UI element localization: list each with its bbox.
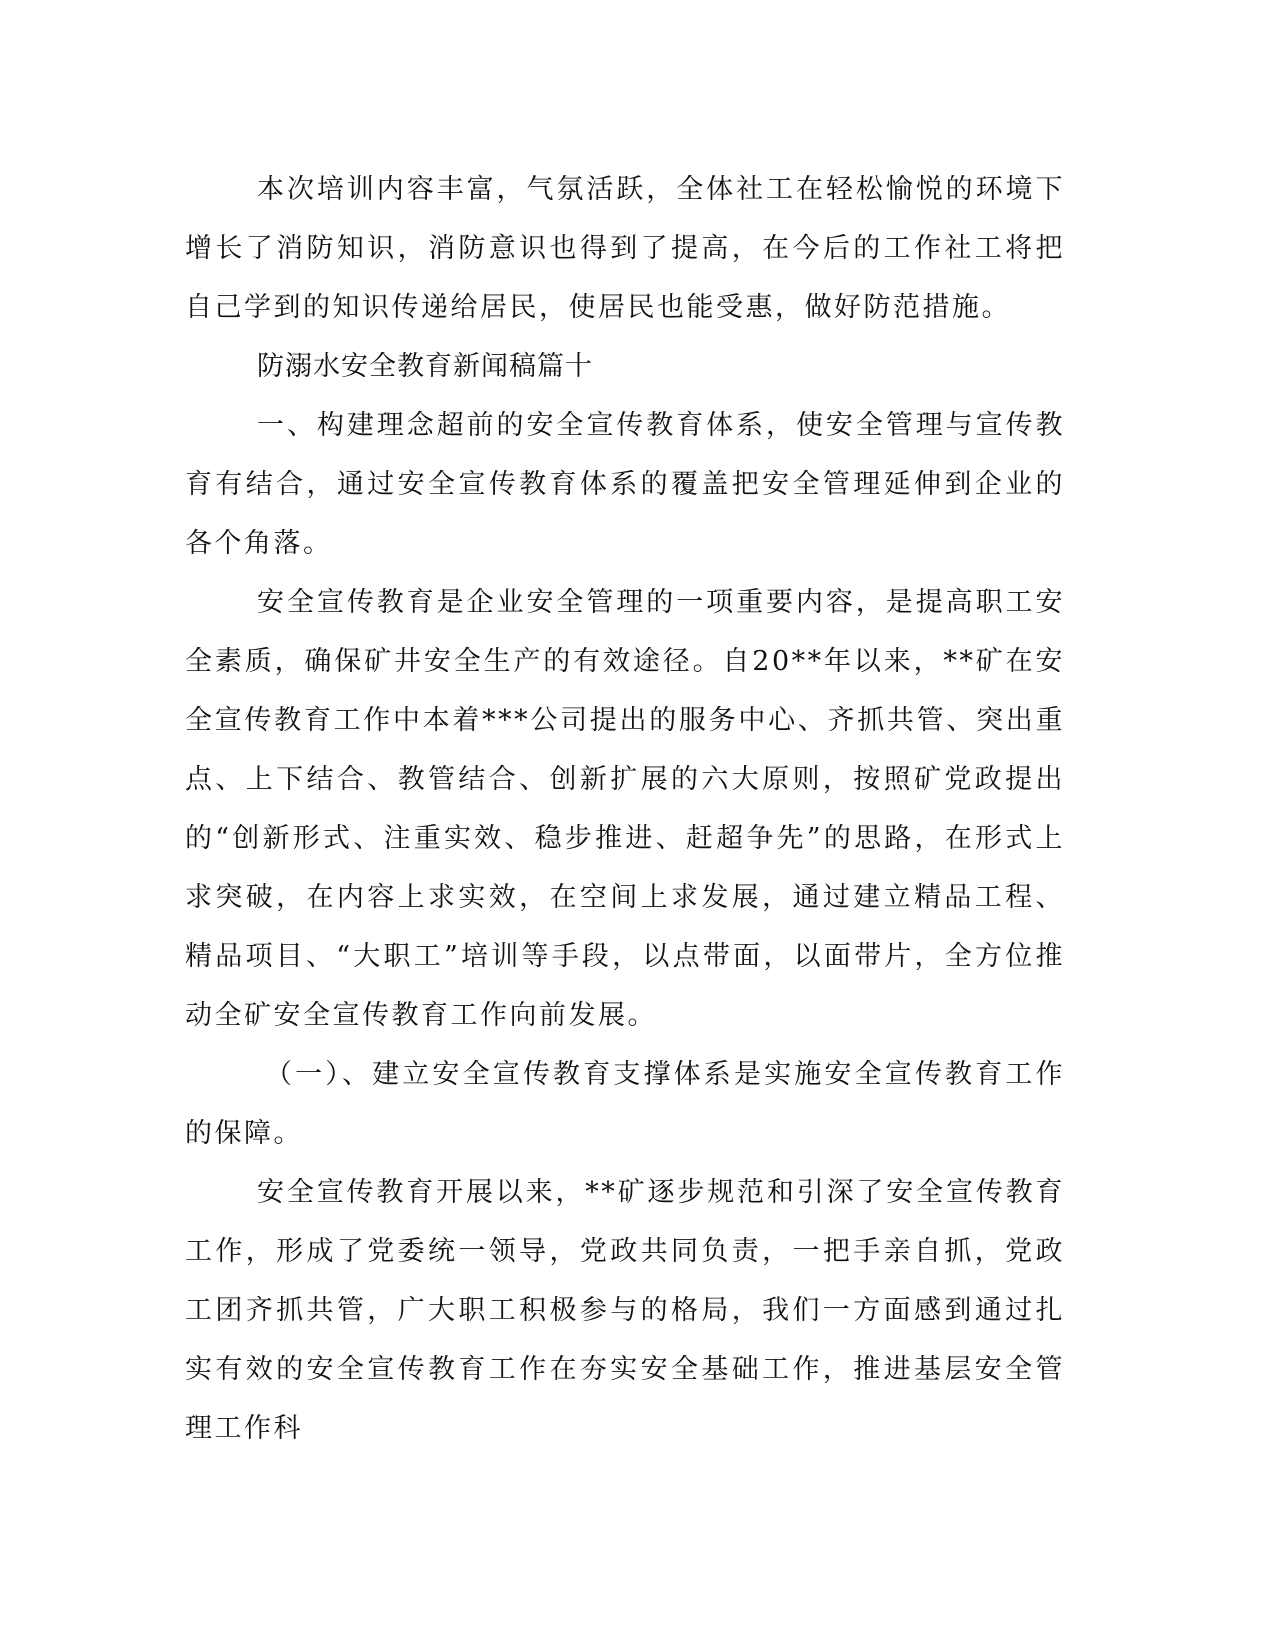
paragraph-point-one: 一、构建理念超前的安全宣传教育体系，使安全管理与宣传教育有结合，通过安全宣传教育体系的覆盖把安全管理延伸到企业的各个角落。 (185, 410, 1065, 559)
paragraph-safety-education: 安全宣传教育是企业安全管理的一项重要内容，是提高职工安全素质，确保矿井安全生产的有效途径。自20**年以来，**矿在安全宣传教育工作中本着***公司提出的服务中心、齐抓共管、突出重点、上下结合、教管结合、创新扩展的六大原则，按照矿党政提出的“创新形式、注重实效、稳步推进、赶超争先”的思路，在形式上求突破，在内容上求实效，在空间上求发展，通过建立精品工程、精品项目、“大职工”培训等手段，以点带面，以面带片，全方位推动全矿安全宣传教育工作向前发展。 (185, 587, 1065, 1031)
section-title: 防溺水安全教育新闻稿篇十 (257, 351, 593, 382)
paragraph-since-launch: 安全宣传教育开展以来，**矿逐步规范和引深了安全宣传教育工作，形成了党委统一领导，党政共同负责，一把手亲自抓，党政工团齐抓共管，广大职工积极参与的格局，我们一方面感到通过扎实有效的安全宣传教育工作在夯实安全基础工作，推进基层安全管理工作科 (185, 1177, 1065, 1444)
document-body (185, 160, 1065, 1458)
paragraph-training-summary: 本次培训内容丰富，气氛活跃，全体社工在轻松愉悦的环境下增长了消防知识，消防意识也得到了提高，在今后的工作社工将把自己学到的知识传递给居民，使居民也能受惠，做好防范措施。 (185, 174, 1065, 323)
paragraph-subpoint-one: （一）、建立安全宣传教育支撑体系是实施安全宣传教育工作的保障。 (185, 1059, 1065, 1149)
